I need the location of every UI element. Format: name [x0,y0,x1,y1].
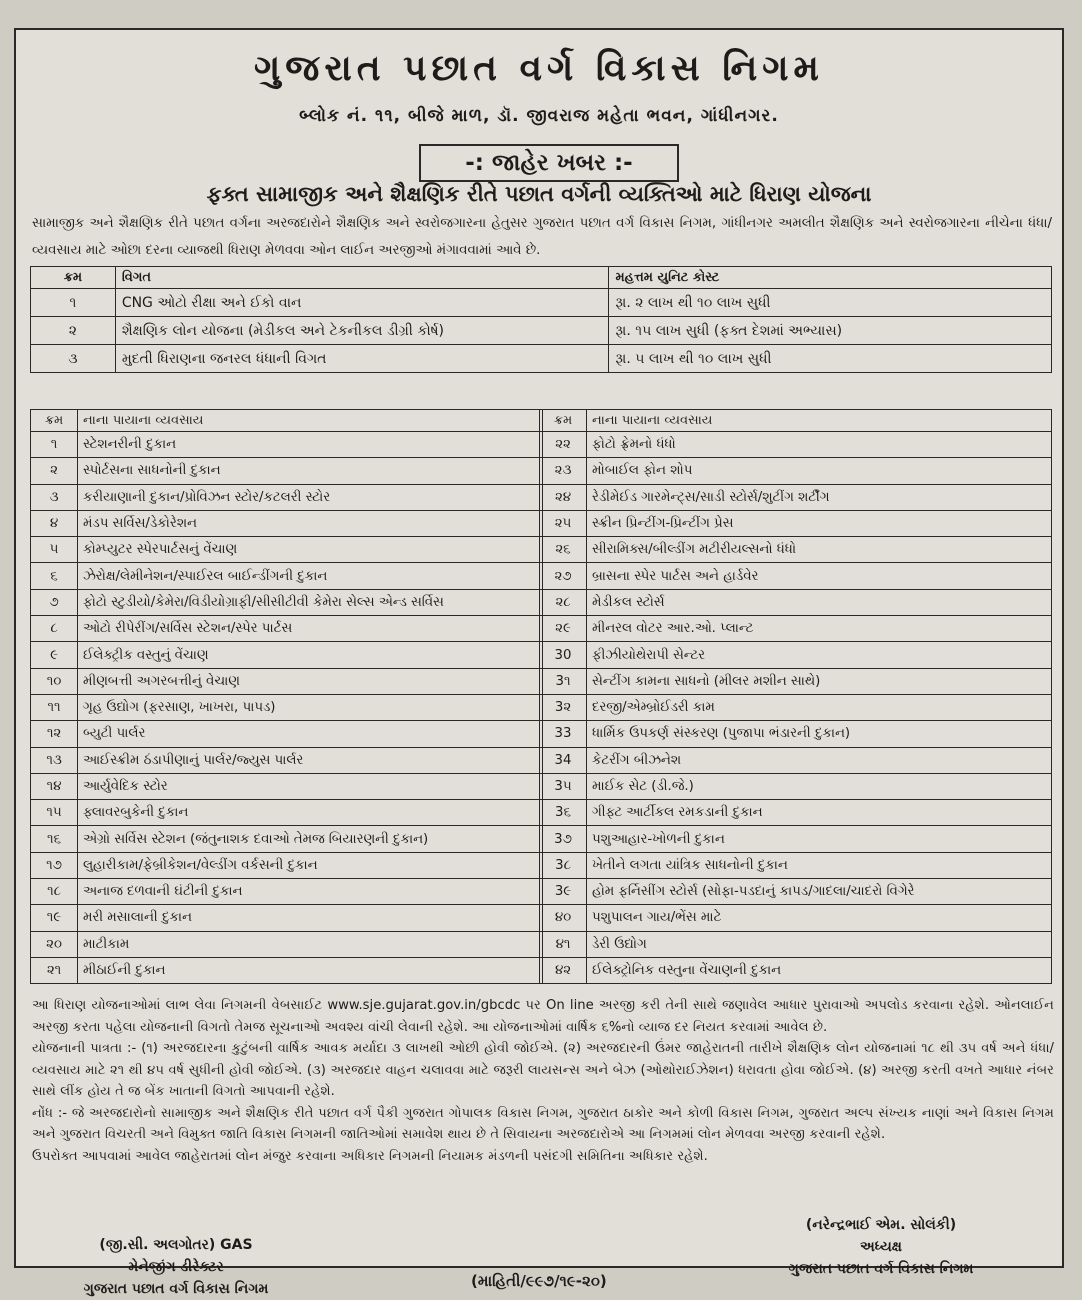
row-business-name: ધાર્મિક ઉપકર્ણ સંસ્કરણ (પુજાપા ભંડારની દુકાન) [587,721,1052,747]
row-serial: ૨૮ [540,589,587,615]
table-row [31,931,543,957]
row-serial: ૨ [31,458,78,484]
advertisement-sheet [14,28,1064,1297]
table-row [540,537,1052,563]
header-business: નાના પાયાના વ્યવસાય [78,410,543,432]
table-row [31,957,543,983]
table-row [31,852,543,878]
table-row [540,510,1052,536]
table-row [540,852,1052,878]
row-serial: ૧૯ [31,905,78,931]
table-row [31,537,543,563]
header-detail: વિગત [115,267,609,289]
row-business-name: ફીઝીયોથેરાપી સેન્ટર [587,642,1052,668]
business-list-right [539,409,1052,984]
table-row [540,589,1052,615]
table-row [31,289,1052,317]
row-serial: ૧૮ [31,879,78,905]
row-serial: 3૭ [540,826,587,852]
intro-paragraph: સામાજીક અને શૈક્ષણિક રીતે પછાત વર્ગના અરજદારોને શૈક્ષણિક અને સ્વરોજગારના હેતુસર ગુજરાત પછાત વર્ગ વિકાસ નિગમ, ગાંધીનગર અમલીત શૈક્ષણિક અને સ્વરોજગારના નીચેના ધંધા/વ્યવસાય માટે ઓછા દરના વ્યાજથી ધિરાણ મેળવવા ઓન લાઈન અરજીઓ મંગાવવામાં આવે છે. [32,216,1052,258]
row-serial: ૨૧ [31,957,78,983]
row-business-name: ગૃહ ઉદ્યોગ (ફરસાણ, ખાખરા, પાપડ) [78,694,543,720]
row-business-name: અનાજ દળવાની ઘંટીની દુકાન [78,879,543,905]
signatory-name: (જી.સી. અલગોતર) GAS [99,1237,253,1253]
row-serial: ૨૯ [540,616,587,642]
row-cost: રૂા. ૧૫ લાખ સુધી (ફક્ત દેશમાં અભ્યાસ) [609,317,1052,345]
row-business-name: ગીફ્ટ આર્ટીકલ રમકડાની દુકાન [587,800,1052,826]
authority-paragraph: ઉપરોક્ત આપવામાં આવેલ જાહેરાતમાં લોન મંજુર કરવાના અધિકાર નિગમની નિયામક મંડળની પસંદગી સમિતિના અધિકાર રહેશે. [32,1148,708,1164]
table-row [31,773,543,799]
row-business-name: સીરામિક્સ/બીલ્ડીંગ મટીરીયલ્સનો ધંધો [587,537,1052,563]
table-row [31,458,543,484]
scheme-table [30,266,1052,373]
row-serial: ૧૫ [31,800,78,826]
row-business-name: મોબાઈલ ફોન શોપ [587,458,1052,484]
table-row [540,747,1052,773]
row-serial: ૫ [31,537,78,563]
row-business-name: મીનરલ વોટર આર.ઓ. પ્લાન્ટ [587,616,1052,642]
row-business-name: ફોટો ફ્રેમનો ધંધો [587,432,1052,458]
row-serial: ૨૨ [540,432,587,458]
table-row [31,345,1052,373]
row-serial: ૧૪ [31,773,78,799]
table-row [31,317,1052,345]
organization-title: ગુજરાત પછાત વર્ગ વિકાસ નિગમ [254,48,824,89]
row-serial: ૧૦ [31,668,78,694]
row-detail: શૈક્ષણિક લોન યોજના (મેડીકલ અને ટેકનીકલ ડીગ્રી કોર્ષ) [115,317,609,345]
row-business-name: લુહારીકામ/ફેબ્રીકેશન/વેલ્ડીંગ વર્કસની દુકાન [78,852,543,878]
table-row [540,800,1052,826]
row-serial: 34 [540,747,587,773]
row-business-name: હોમ ફર્નિસીંગ સ્ટોર્સ (સોફા-પડદાનું કાપડ/ગાદલા/ચાદરો વિગેરે [587,879,1052,905]
table-row [31,747,543,773]
row-serial: ૨૩ [540,458,587,484]
row-serial: ૧૭ [31,852,78,878]
row-serial: 30 [540,642,587,668]
row-serial: 3૯ [540,879,587,905]
table-row [540,931,1052,957]
table-row [540,879,1052,905]
table-row [540,773,1052,799]
row-business-name: મંડપ સર્વિસ/ડેકોરેશન [78,510,543,536]
table-row [31,826,543,852]
row-serial: 3૫ [540,773,587,799]
header-serial: ક્રમ [31,410,78,432]
signatory-organization: ગુજરાત પછાત વર્ગ વિકાસ નિગમ [788,1261,974,1277]
row-serial: ૨૫ [540,510,587,536]
table-row [31,642,543,668]
row-serial: ૪૧ [540,931,587,957]
row-serial: ૪ [31,510,78,536]
table-row [540,668,1052,694]
table-row [31,721,543,747]
table-row [540,694,1052,720]
header-business: નાના પાયાના વ્યવસાય [587,410,1052,432]
row-serial: ૩ [31,345,116,373]
row-serial: ૩ [31,484,78,510]
row-business-name: માટીકામ [78,931,543,957]
row-business-name: મેડીકલ સ્ટોર્સ [587,589,1052,615]
reference-number: (માહિતી/૯૯૭/૧૯-૨૦) [471,1272,607,1290]
row-serial: ૧૨ [31,721,78,747]
row-serial: ૮ [31,616,78,642]
row-business-name: સ્ક્રીન પ્રિન્ટીંગ-પ્રિન્ટીંગ પ્રેસ [587,510,1052,536]
row-serial: ૧૩ [31,747,78,773]
row-business-name: પશુપાલન ગાય/ભેંસ માટે [587,905,1052,931]
row-serial: ૨ [31,317,116,345]
row-business-name: ફ્લાવરબુકેની દુકાન [78,800,543,826]
row-business-name: મીઠાઈની દુકાન [78,957,543,983]
eligibility-paragraph: યોજનાની પાત્રતા :- (૧) અરજદારના કુટુંબની વાર્ષિક આવક મર્યાદા ૩ લાખથી ઓછી હોવી જોઈએ. (૨) અરજદારની ઉંમર જાહેરાતની તારીખે શૈક્ષણિક લોન યોજનામાં ૧૮ થી ૩૫ વર્ષ અને ધંધા/વ્યવસાય માટે ૨૧ થી ૪૫ વર્ષ સુધીની હોવી જોઈએ. (૩) અરજદાર વાહન ચલાવવા માટે જરૂરી લાયસન્સ અને બેઝ (ઓથોરાઈઝેશન) ધરાવતા હોવા જોઈએ. (૪) અરજી કરતી વખતે આધાર નંબર સાથે લીંક હોય તે જ બેંક ખાતાની વિગતો આપવાની રહેશે. [32,1041,1054,1099]
table-row [540,957,1052,983]
row-business-name: આઈસ્ક્રીમ ઠંડાપીણાનું પાર્લર/જ્યુસ પાર્લર [78,747,543,773]
website-paragraph: આ ધિરાણ યોજનાઓમાં લાભ લેવા નિગમની વેબસાઈટ www.sje.gujarat.gov.in/gbcdc પર On line અરજી કરી તેની સાથે જણાવેલ આધાર પુરાવાઓ અપલોડ કરવાના રહેશે. ઓનલાઈન અરજી કરતા પહેલા યોજનાની વિગતો તેમજ સૂચનાઓ અવશ્ય વાંચી લેવાની રહેશે. આ યોજનાઓમાં વાર્ષિક ૬%નો વ્યાજ દર નિયત કરવામાં આવેલ છે. [32,998,1054,1035]
row-serial: 3૨ [540,694,587,720]
row-detail: CNG ઓટો રીક્ષા અને ઈકો વાન [115,289,609,317]
row-business-name: ખેતીને લગતા યાંત્રિક સાધનોની દુકાન [587,852,1052,878]
table-row [31,879,543,905]
row-serial: ૨૭ [540,563,587,589]
table-row [540,484,1052,510]
row-detail: મુદતી ધિરાણના જનરલ ધંધાની વિગત [115,345,609,373]
table-row [31,432,543,458]
row-serial: ૪૦ [540,905,587,931]
table-row [31,800,543,826]
row-business-name: ઈલેક્ટ્રીક વસ્તુનું વેંચાણ [78,642,543,668]
row-serial: ૭ [31,589,78,615]
row-business-name: રેડીમેઈડ ગારમેન્ટ્સ/સાડી સ્ટોર્સ/શુટીંગ શર્ટીંગ [587,484,1052,510]
row-business-name: કરીયાણાની દુકાન/પ્રોવિઝન સ્ટોર/કટલરી સ્ટોર [78,484,543,510]
row-serial: ૬ [31,563,78,589]
row-business-name: સ્પોર્ટસના સાધનોની દુકાન [78,458,543,484]
managing-director-signature-block [46,1234,306,1300]
table-row [540,905,1052,931]
row-business-name: ડેરી ઉદ્યોગ [587,931,1052,957]
row-business-name: મીણબત્તી અગરબત્તીનું વેચાણ [78,668,543,694]
row-business-name: ઝેરોક્ષ/લેમીનેશન/સ્પાઈરલ બાઈન્ડીંગની દુકાન [78,563,543,589]
table-row [31,510,543,536]
row-serial: ૨૬ [540,537,587,563]
table-row [540,721,1052,747]
row-business-name: ઈલેક્ટ્રોનિક વસ્તુના વેંચાણની દુકાન [587,957,1052,983]
signatory-organization: ગુજરાત પછાત વર્ગ વિકાસ નિગમ [83,1281,269,1297]
row-serial: ૨૪ [540,484,587,510]
signatory-name: (નરેન્દ્રભાઈ એમ. સોલંકી) [805,1217,957,1233]
row-serial: ૧૧ [31,694,78,720]
note-paragraph: નોંધ :- જે અરજદારોનો સામાજીક અને શૈક્ષણિક રીતે પછાત વર્ગ પૈકી ગુજરાત ગોપાલક વિકાસ નિગમ, ગુજરાત ઠાકોર અને કોળી વિકાસ નિગમ, ગુજરાત અલ્પ સંખ્યક નાણાં અને વિકાસ નિગમ અને ગુજરાત વિચરતી અને વિમુક્ત જાતિ વિકાસ નિગમની જાતિઓમાં સમાવેશ થાય છે તે સિવાયના અરજદારોએ આ નિગમમાં લોન મેળવવા અરજી કરવાની રહેશે. [32,1105,1054,1142]
table-row [31,694,543,720]
table-row [540,432,1052,458]
table-row [31,484,543,510]
row-serial: ૧ [31,289,116,317]
row-business-name: મરી મસાલાની દુકાન [78,905,543,931]
row-business-name: સ્ટેશનરીની દુકાન [78,432,543,458]
table-row [31,905,543,931]
row-serial: ૧૬ [31,826,78,852]
row-business-name: બ્યુટી પાર્લર [78,721,543,747]
table-row [540,642,1052,668]
row-serial: ૪૨ [540,957,587,983]
row-cost: રૂા. ૫ લાખ થી ૧૦ લાખ સુધી [609,345,1052,373]
row-business-name: ફોટો સ્ટુડીયો/કેમેરા/વિડીયોગ્રાફી/સીસીટીવી કેમેરા સેલ્સ એન્ડ સર્વિસ [78,589,543,615]
row-business-name: બ્રાસના સ્પેર પાર્ટસ અને હાર્ડવેર [587,563,1052,589]
table-row [31,616,543,642]
row-serial: 3૬ [540,800,587,826]
row-serial: ૨૦ [31,931,78,957]
row-business-name: માઈક સેટ (ડી.જે.) [587,773,1052,799]
table-row [540,458,1052,484]
scheme-table-header [31,267,1052,289]
table-row [31,563,543,589]
row-business-name: સેન્ટીંગ કામના સાધનો (મીલર મશીન સાથે) [587,668,1052,694]
business-list-header [540,410,1052,432]
signatory-designation: મેનેજીંગ ડીરેક્ટર [128,1259,224,1275]
row-business-name: ઓટો રીપેરીંગ/સર્વિસ સ્ટેશન/સ્પેર પાર્ટસ [78,616,543,642]
signatory-designation: અધ્યક્ષ [860,1239,902,1255]
public-notice-label: -: જાહેર ખબર :- [419,144,679,182]
row-serial: ૧ [31,432,78,458]
header-serial: ક્રમ [31,267,116,289]
row-business-name: દરજી/એમ્બ્રોઈડરી કામ [587,694,1052,720]
row-cost: રૂા. ૨ લાખ થી ૧૦ લાખ સુધી [609,289,1052,317]
row-serial: 3૮ [540,852,587,878]
header-unit-cost: મહત્તમ યુનિટ કોસ્ટ [609,267,1052,289]
row-serial: 3૧ [540,668,587,694]
table-row [540,616,1052,642]
footer-text [32,995,1054,1167]
row-business-name: એગ્રો સર્વિસ સ્ટેશન (જંતુનાશક દવાઓ તેમજ બિયારણની દુકાન) [78,826,543,852]
business-list-header [31,410,543,432]
row-business-name: આર્યુવેદિક સ્ટોર [78,773,543,799]
table-row [31,589,543,615]
row-business-name: કેટરીંગ બીઝનેશ [587,747,1052,773]
table-row [31,668,543,694]
chairman-signature-block [736,1214,1026,1280]
row-serial: ૯ [31,642,78,668]
business-list-left [30,409,543,984]
table-row [540,563,1052,589]
row-serial: 33 [540,721,587,747]
header-serial: ક્રમ [540,410,587,432]
scheme-title: ફક્ત સામાજીક અને શૈક્ષણિક રીતે પછાત વર્ગની વ્યક્તિઓ માટે ધિરાણ યોજના [206,182,872,206]
organization-address: બ્લોક નં. ૧૧, બીજે માળ, ડૉ. જીવરાજ મહેતા ભવન, ગાંધીનગર. [299,106,779,126]
row-business-name: કોમ્પ્યુટર સ્પેરપાર્ટસનું વેંચાણ [78,537,543,563]
table-row [540,826,1052,852]
row-business-name: પશુઆહાર-ખોળની દુકાન [587,826,1052,852]
